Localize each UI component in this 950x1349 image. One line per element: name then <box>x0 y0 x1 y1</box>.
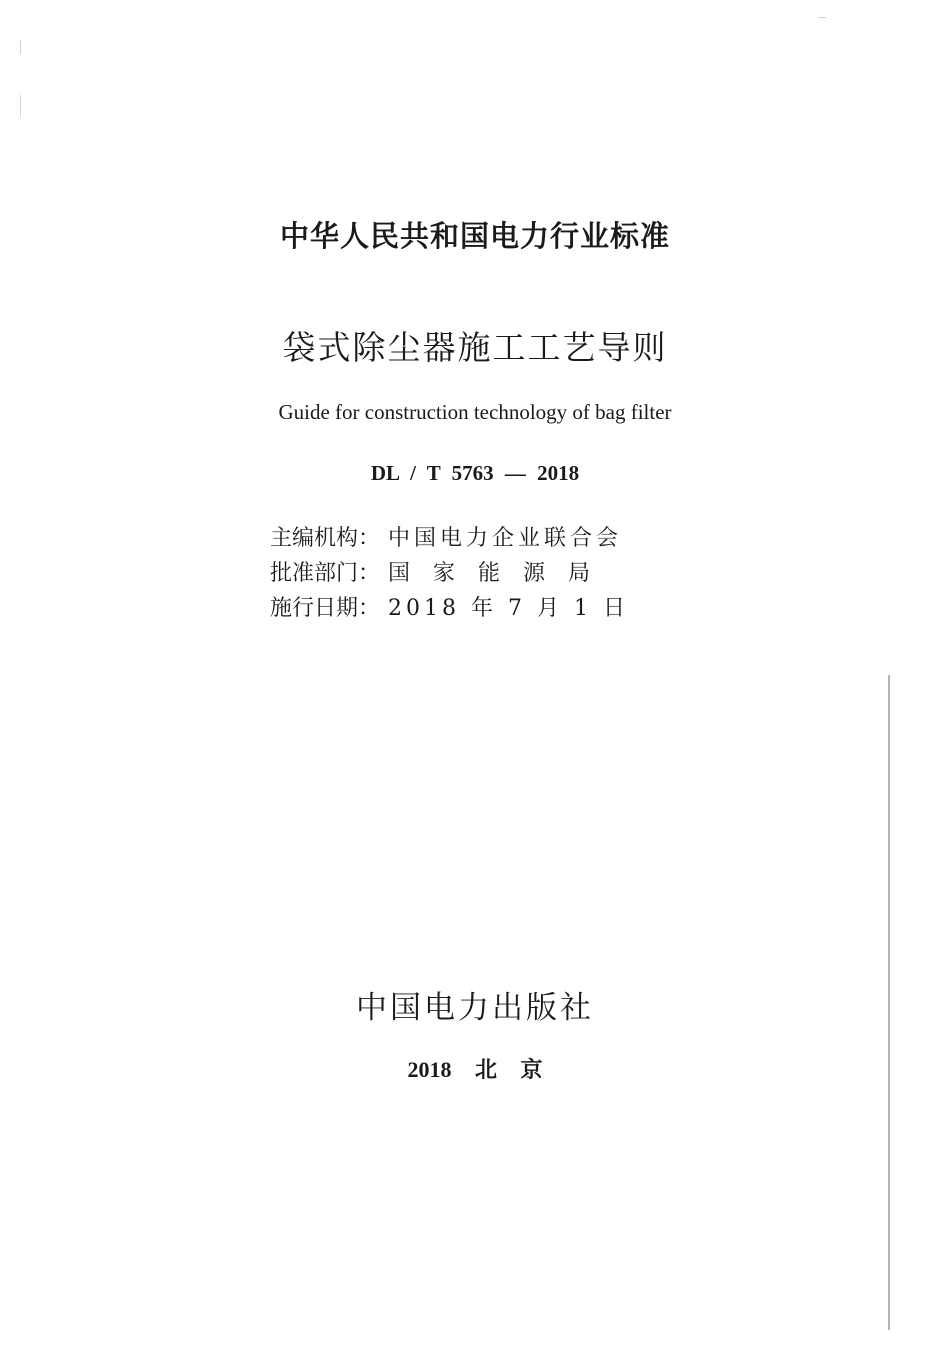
effective-row <box>270 591 630 626</box>
scan-speck <box>20 40 21 54</box>
approver-row <box>270 556 630 591</box>
title-english: Guide for construction technology of bag filter <box>278 400 672 424</box>
publisher: 中国电力出版社 <box>356 990 594 1026</box>
effective-value: 2018 年 7 月 1 日 <box>388 596 629 621</box>
approver-label: 批准部门： <box>270 561 381 586</box>
standard-code: DL / T 5763 — 2018 <box>370 461 580 485</box>
editor-value: 中国电力企业联合会 <box>388 526 623 551</box>
info-block <box>270 521 630 626</box>
standard-series: 中华人民共和国电力行业标准 <box>279 219 670 253</box>
effective-label: 施行日期： <box>270 596 381 621</box>
editor-row <box>270 521 630 556</box>
publication-place: 2018 北 京 <box>407 1057 543 1082</box>
title-chinese: 袋式除尘器施工工艺导则 <box>282 328 668 367</box>
approver-value: 国家能源局 <box>388 561 614 586</box>
scan-edge-line <box>888 675 890 1330</box>
scan-speck <box>20 95 21 117</box>
editor-label: 主编机构： <box>270 526 381 551</box>
scan-speck <box>818 17 826 18</box>
